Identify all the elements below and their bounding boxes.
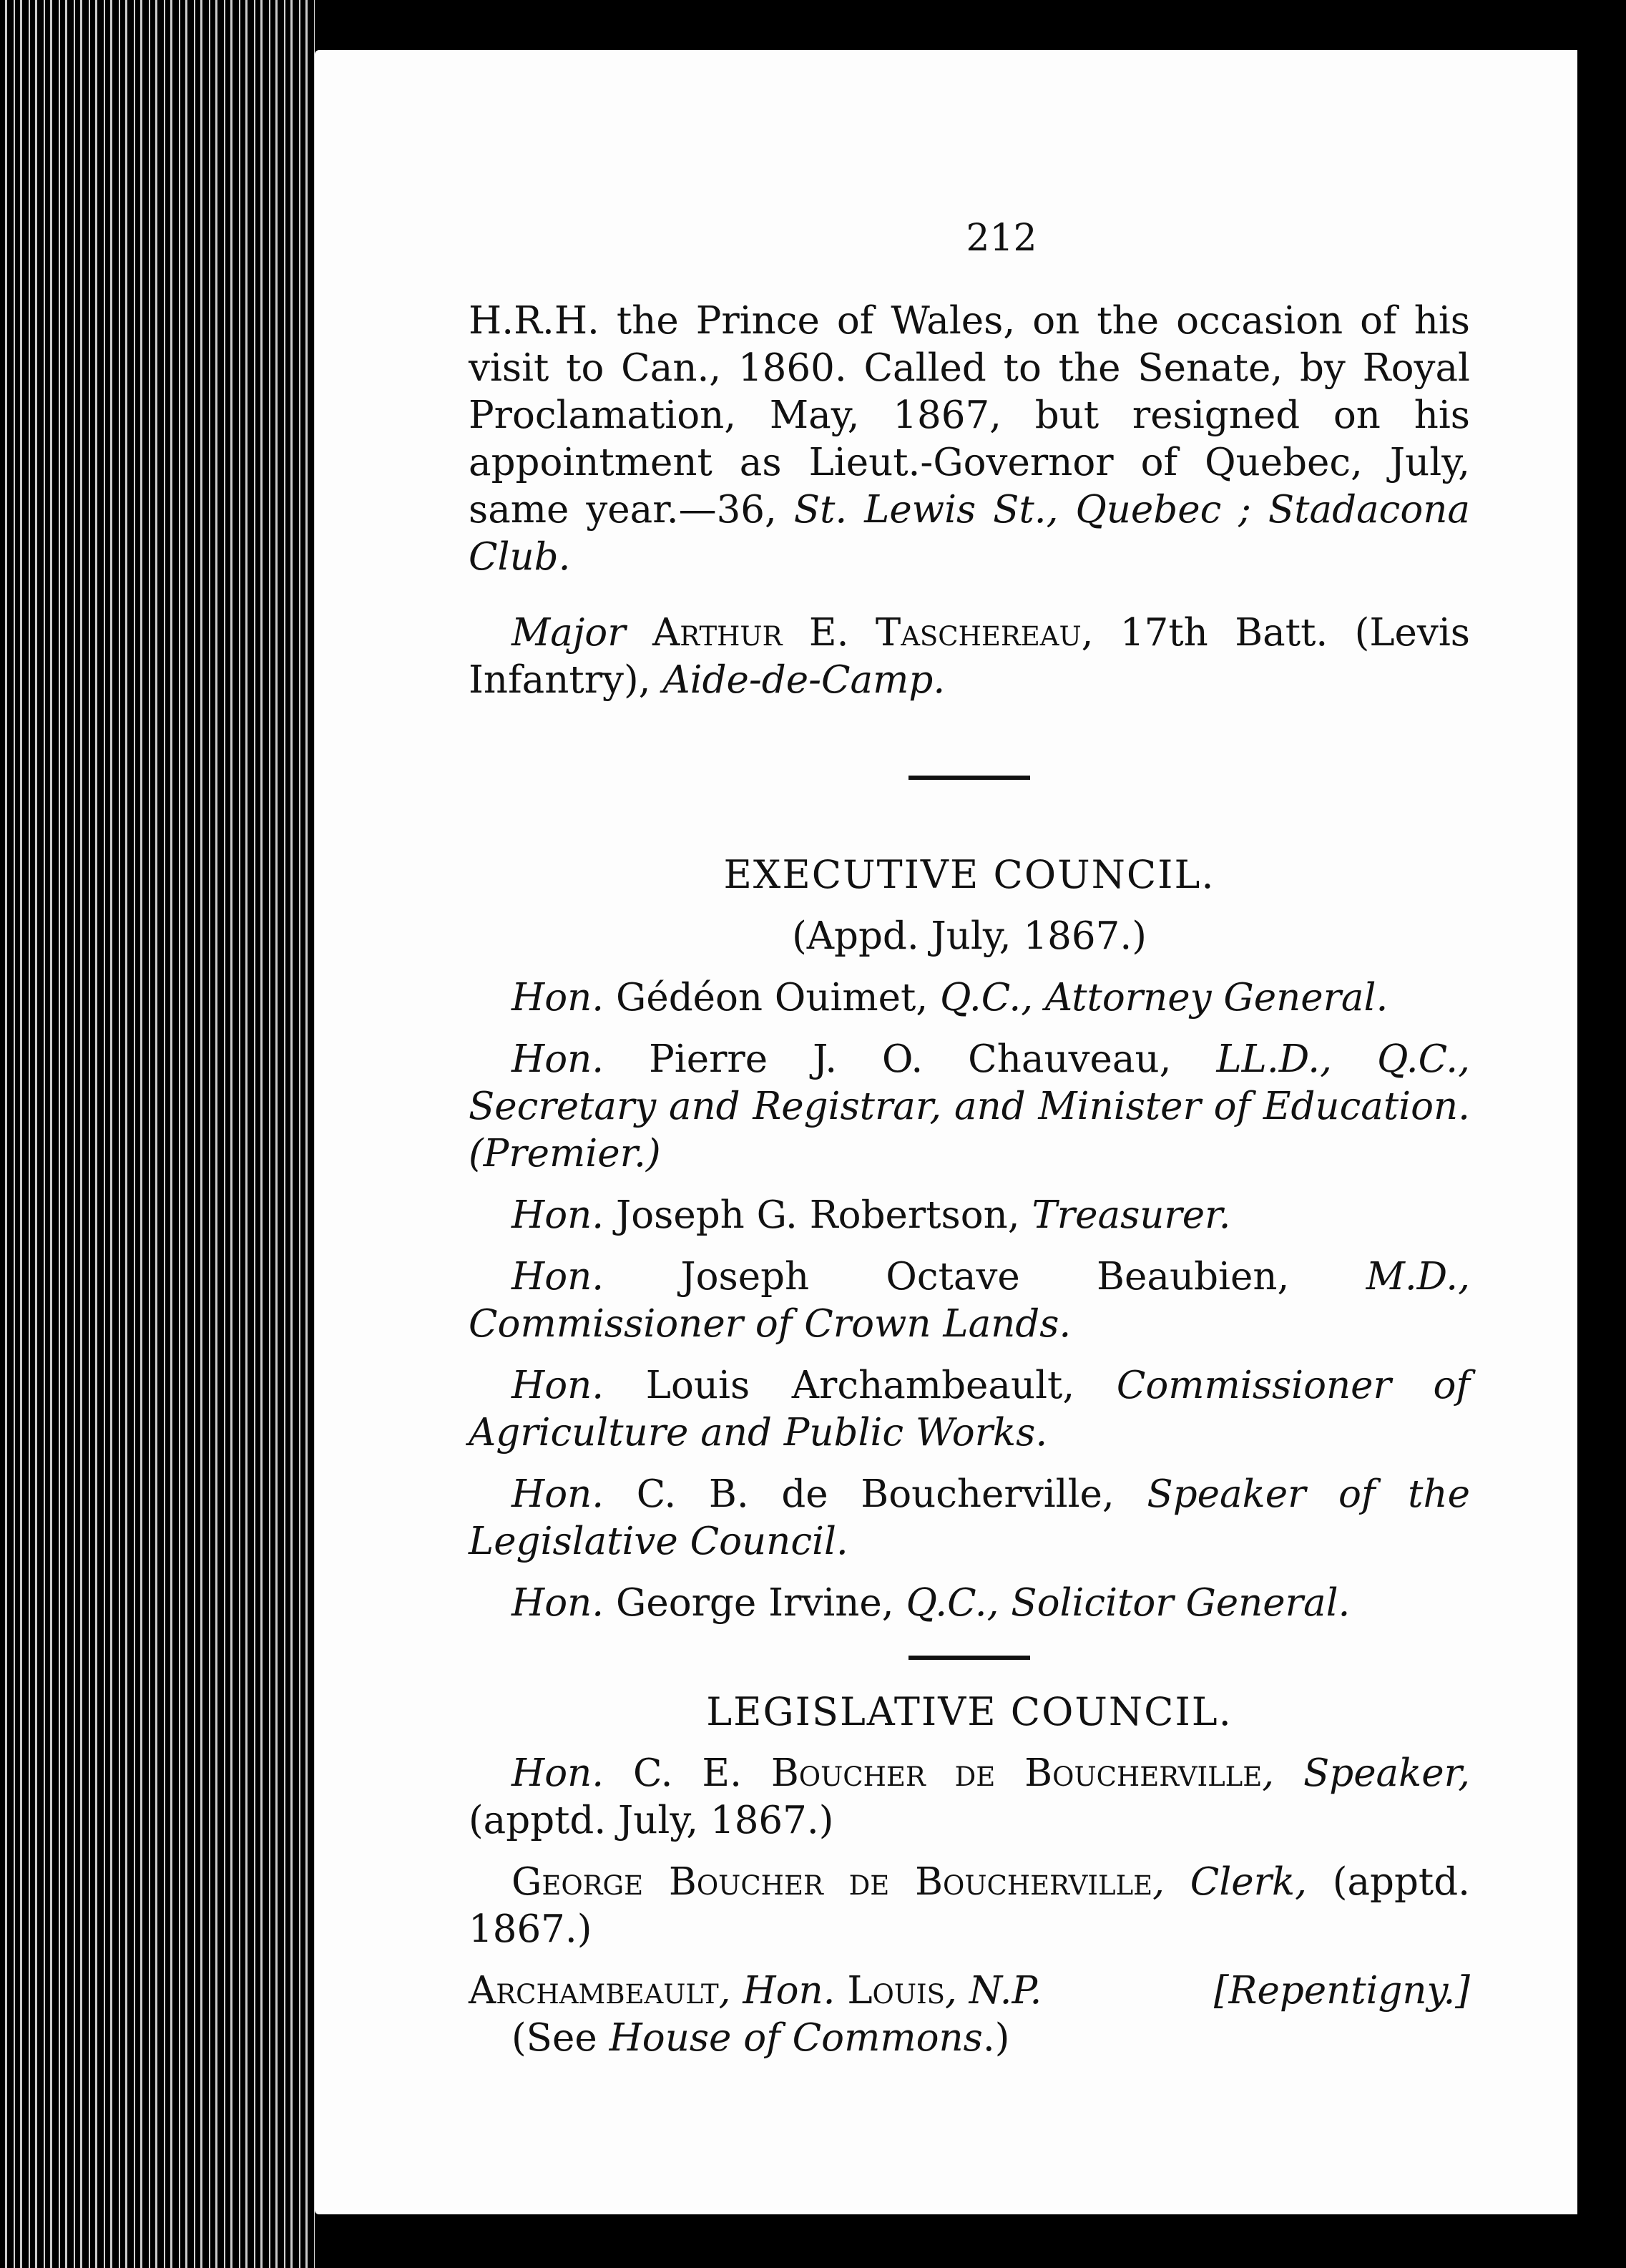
member-name: Louis Archambeault, [645,1364,1117,1407]
council-member [469,1471,1470,1565]
aide-rank: Major [511,611,626,655]
member-honorific: Hon. [511,976,604,1020]
council-member [469,1362,1470,1457]
aide-rest: , 17th Batt. (Levis Infantry), [469,611,1470,702]
entry-place: [Repentigny.] [1213,1969,1470,2013]
entry-role: , Speaker, [1262,1751,1470,1795]
facing-page-edge [1577,0,1626,2268]
entry-honorific: , Hon. [718,1969,848,2013]
executive-council-heading: EXECUTIVE COUNCIL. [723,852,1215,897]
see-reference: House of Commons [609,2016,983,2060]
entry-name: C. E. Boucher de Boucherville [633,1751,1263,1795]
book-spine [0,0,315,2268]
see-prefix: (See [511,2016,609,2060]
see-suffix: .) [982,2016,1010,2060]
aide-name: Arthur E. Taschereau [652,611,1082,655]
entry-date: (apptd. July, 1867.) [469,1799,834,1842]
member-name: Gédéon Ouimet, [615,976,941,1020]
page-text [469,215,1470,2062]
legislative-council-heading: LEGISLATIVE COUNCIL. [706,1689,1233,1734]
member-title: Treasurer. [1032,1193,1231,1237]
entry-honorific: Hon. [511,1751,604,1795]
intro-paragraph [469,298,1470,581]
entry-suffix: , N.P. [945,1969,1042,2013]
legislative-entry-clerk [469,1859,1470,1953]
aide-de-camp-entry [469,610,1470,704]
entry-name: George Boucher de Boucherville [511,1860,1153,1904]
see-also-note [469,2015,1470,2062]
entry-date: (apptd. 1867.) [469,1860,1470,1951]
aide-role: Aide-de-Camp. [662,658,946,702]
council-member [469,1580,1470,1627]
council-member [469,1192,1470,1239]
member-honorific: Hon. [511,1364,604,1407]
member-title: LL.D., Q.C., Secretary and Registrar, and Minister of Education. (Premier.) [469,1037,1470,1175]
member-name: Pierre J. O. Chauveau, [649,1037,1217,1081]
entry-role: , Clerk, [1152,1860,1307,1904]
member-title: Commissioner of Agriculture and Public Works. [469,1364,1470,1455]
page-number: 212 [966,217,1037,260]
executive-council-members [469,974,1470,1627]
member-name: Joseph G. Robertson, [615,1193,1032,1237]
member-honorific: Hon. [511,1193,604,1237]
council-member [469,974,1470,1022]
member-honorific: Hon. [511,1581,604,1625]
member-title: M.D., Commissioner of Crown Lands. [469,1255,1470,1346]
member-name: George Irvine, [615,1581,906,1625]
member-main [469,1968,1042,2015]
intro-text: H.R.H. the Prince of Wales, on the occasion of his visit to Can., 1860. Called to the Senate, by Royal Proclamation, May, 1867, but resigned on his appointment as Lieut.-Governor of Quebec, July, same year.—36, [469,299,1470,532]
member-name: C. B. de Boucherville, [636,1472,1147,1516]
entry-surname: Archambeault [469,1969,719,2013]
intro-address: St. Lewis St., Quebec ; Stadacona Club. [469,488,1470,579]
legislative-entry-member [469,1968,1470,2015]
member-honorific: Hon. [511,1037,604,1081]
council-member [469,1253,1470,1348]
executive-council-date: (Appd. July, 1867.) [792,914,1147,958]
member-title: Q.C., Solicitor General. [906,1581,1351,1625]
council-member [469,1036,1470,1178]
member-honorific: Hon. [511,1472,604,1516]
legislative-entry-speaker [469,1750,1470,1844]
entry-given-name: Louis [847,1969,945,2013]
member-title: Speaker of the Legislative Council. [469,1472,1470,1563]
member-title: Q.C., Attorney General. [940,976,1389,1020]
member-honorific: Hon. [511,1255,604,1299]
member-name: Joseph Octave Beaubien, [680,1255,1366,1299]
